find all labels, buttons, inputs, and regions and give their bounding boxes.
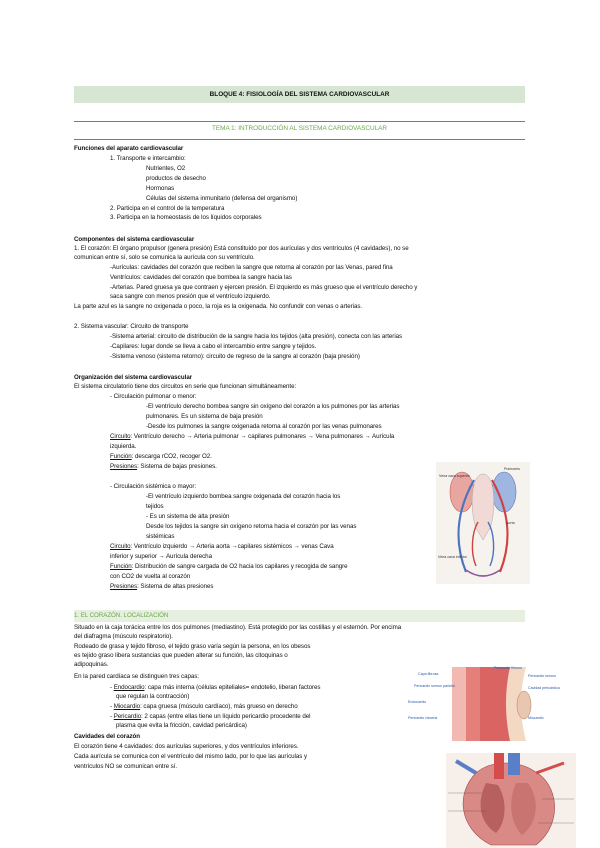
circulation-figure [436, 462, 530, 584]
endocardio-label: Endocardio [113, 684, 145, 691]
fig-label: Endocardio [408, 700, 427, 704]
corazon-line: plasma que evita la fricción, cavidad pericárdica) [116, 722, 247, 729]
organizacion-line: Desde los tejidos la sangre sin oxígeno retorna hacia el corazón por las venas [146, 523, 357, 530]
funciones-line: 3. Participa en la homeostasis de los líquidos corporales [110, 214, 262, 221]
bloque-title: BLOQUE 4: FISIOLOGÍA DEL SISTEMA CARDIOVASCULAR [209, 91, 390, 98]
componentes-line: La parte azul es la sangre no oxigenada o poco, la roja es la oxigenada. No confundir con venas o arterias. [74, 303, 363, 310]
componentes-line: -Aurículas: cavidades del corazón que reciben la sangre que retorna al corazón por las Venas, pared fina [110, 264, 393, 271]
section-title: 1. EL CORAZÓN. LOCALIZACIÓN [74, 612, 169, 619]
organizacion-line [110, 583, 213, 591]
rule-top [74, 121, 525, 122]
circuito-label: Circuito [110, 433, 131, 440]
heart-anatomy-diagram [446, 753, 576, 848]
organizacion-line: -El ventrículo izquierdo bombea sangre oxigenada del corazón hacia los [146, 493, 341, 500]
miocardio-label: Miocardio [113, 703, 141, 710]
presiones-label: Presiones [110, 583, 138, 590]
organizacion-line [110, 543, 334, 551]
fig-label: Pericardio visceral [408, 716, 438, 720]
funciones-heading: Funciones del aparato cardiovascular [74, 145, 184, 152]
corazon-line: En la pared cardíaca se distinguen tres capas: [74, 673, 199, 680]
organizacion-line: -Desde los pulmones la sangre oxigenada retorna al corazón por las venas pulmonares [146, 423, 382, 430]
organizacion-line: - Circulación sistémica o mayor: [110, 483, 197, 490]
circuito-text: : Ventrículo izquierdo → Arteria aorta →capilares sistémicos → venas Cava [130, 543, 334, 550]
funciones-line: Nutrientes, O2 [146, 165, 186, 172]
corazon-line: Rodeado de grasa y tejido fibroso, el tejido graso varía según la persona, en los obesos [74, 643, 311, 650]
presiones-label: Presiones [110, 463, 138, 470]
funcion-label: Función [110, 563, 132, 570]
bloque-header [74, 86, 525, 103]
corazon-line: del diafragma (músculo respiratorio). [74, 633, 173, 640]
heart-wall-figure [404, 663, 574, 745]
organizacion-line: tejidos [146, 503, 164, 510]
corazon-line: Cada aurícula se comunica con el ventrículo del mismo lado, por lo que las aurículas y [74, 753, 308, 760]
componentes-line: comunican entre sí, solo se comunica la aurícula con su ventrículo. [74, 254, 255, 261]
fig-label: Pericardio seroso parietal [414, 684, 455, 688]
corazon-line: Situado en la caja torácica entre los dos pulmones (mediastino). Está protegido por las costillas y el esternón. Por encima [74, 624, 402, 631]
funciones-line: productos de desecho [146, 175, 206, 182]
fig-label: Cavidad pericárdica [528, 686, 560, 690]
heart-anatomy-figure [446, 753, 576, 848]
funcion-text: : Distribución de sangre cargada de O2 hacia los capilares y recogida de sangre [131, 563, 348, 570]
organizacion-line: - Es un sistema de alta presión [146, 513, 230, 520]
componentes-line: -Capilares: lugar donde se lleva a cabo el intercambio entre sangre y tejidos. [110, 343, 317, 350]
fig-label: Miocardio [528, 716, 544, 720]
funcion-text: : descarga rCO2, recoger O2. [131, 453, 212, 460]
corazon-line: que regulan la contracción) [116, 693, 190, 700]
circulation-diagram [436, 462, 530, 584]
rule-bottom [74, 139, 525, 140]
organizacion-line [110, 563, 348, 571]
cavidades-heading: Cavidades del corazón [74, 733, 141, 740]
organizacion-line: sistémicas [146, 533, 175, 540]
fig-label: Vena cava superior [439, 474, 470, 478]
componentes-line: 1. El corazón: El órgano propulsor (genera presión) Está constituido por dos aurículas y dos ventrículos (4 cavidades), no se [74, 245, 409, 252]
corazon-line: - Miocardio: capa gruesa (músculo cardíaco), más grueso en derecho [110, 703, 298, 710]
componentes-line: -Sistema venoso (sistema retorno): circuito de regreso de la sangre al corazón (baja presión) [110, 353, 360, 360]
organizacion-line: inferior y superior → Aurícula derecha [110, 553, 212, 560]
miocardio-text: : capa gruesa (músculo cardíaco), más grueso en derecho [140, 703, 298, 710]
organizacion-line: izquierda. [110, 443, 137, 450]
fig-label: Pulmones [504, 467, 520, 471]
componentes-line: 2. Sistema vascular: Circuito de transporte [74, 323, 189, 330]
organizacion-line: con CO2 de vuelta al corazón [110, 573, 191, 580]
pericardio-text: : 2 capas (entre ellas tiene un líquido pericardio procedente del [141, 713, 311, 720]
fig-label: Capa fibrosa [418, 672, 439, 676]
componentes-heading: Componentes del sistema cardiovascular [74, 236, 195, 243]
componentes-line: Ventrículos: cavidades del corazón que bombea la sangre hacia las [110, 274, 292, 281]
corazon-line: adipoquinas. [74, 661, 109, 668]
endocardio-text: : capa más interna (células epiteliales= endotelio, liberan factores [144, 684, 321, 691]
organizacion-line [110, 433, 394, 441]
tema-title: TEMA 1: INTRODUCCIÓN AL SISTEMA CARDIOVASCULAR [211, 125, 388, 132]
fig-label: Aorta [506, 521, 515, 525]
circuito-label: Circuito [110, 543, 131, 550]
componentes-line: -Sistema arterial: circuito de distribución de la sangre hacia los tejidos (alta presión), conecta con las arterias [110, 333, 403, 340]
componentes-line: -Arterias. Pared gruesa ya que contraen y ejercen presión. El izquierdo es más grueso que el ventrículo derecho y [110, 284, 418, 291]
fig-label: Pericardio fibroso [494, 666, 522, 670]
organizacion-line [110, 463, 217, 471]
corazon-line: - Endocardio: capa más interna (células epiteliales= endotelio, liberan factores [110, 684, 321, 691]
organizacion-heading: Organización del sistema cardiovascular [74, 374, 193, 381]
funciones-line: Células del sistema inmunitario (defensa del organismo) [146, 195, 298, 202]
organizacion-line: -El ventrículo derecho bombea sangre sin oxígeno del corazón a los pulmones por las arterias [146, 403, 400, 410]
heart-wall-diagram [404, 663, 574, 745]
pericardio-label: Pericardio [113, 713, 142, 720]
funciones-line: 1. Transporte e intercambio: [110, 155, 186, 162]
circuito-text: : Ventrículo derecho → Arteria pulmonar → capilares pulmonares → Vena pulmonares → Aurícula [130, 433, 395, 440]
corazon-line: ventrículos NO se comunican entre sí. [74, 763, 178, 770]
funciones-line: Hormonas [146, 185, 175, 192]
funciones-line: 2. Participa en el control de la temperatura [110, 205, 225, 212]
corazon-line: es tejido graso libera sustancias que pueden alterar su función, las citoquinas o [74, 652, 288, 659]
fig-label: Vena cava inferior [438, 555, 467, 559]
presiones-text: : Sistema de altas presiones [137, 583, 214, 590]
organizacion-line: - Circulación pulmonar o menor: [110, 393, 197, 400]
funcion-label: Función [110, 453, 132, 460]
corazon-line: El corazón tiene 4 cavidades: dos aurículas superiores, y dos ventrículos inferiores. [74, 743, 299, 750]
fig-label: Pericardio seroso [528, 674, 556, 678]
organizacion-line: El sistema circulatorio tiene dos circuitos en serie que funcionan simultáneamente: [74, 383, 297, 390]
presiones-text: : Sistema de bajas presiones. [137, 463, 217, 470]
organizacion-line [110, 453, 212, 461]
corazon-line: - Pericardio: 2 capas (entre ellas tiene un líquido pericardio procedente del [110, 713, 311, 720]
organizacion-line: pulmonares. Es un sistema de baja presión [146, 413, 263, 420]
componentes-line: saca sangre con menos presión que el ventrículo izquierdo. [110, 293, 271, 300]
